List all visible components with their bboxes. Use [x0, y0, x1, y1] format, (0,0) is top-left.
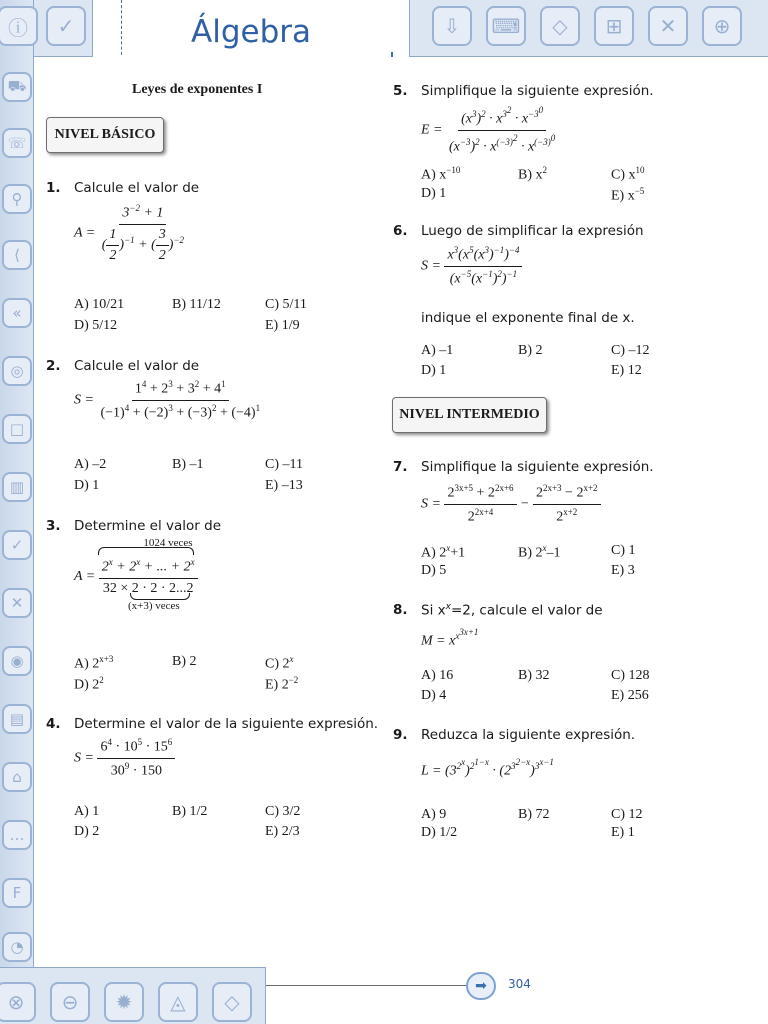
option-c: C) 128: [611, 668, 650, 683]
question-text: Simplifique la siguiente expresión.: [421, 83, 654, 99]
content-area: [34, 57, 768, 967]
level-basic-badge: NIVEL BÁSICO: [46, 117, 164, 153]
option-c: C) 2$^x$: [265, 654, 294, 672]
option-b: B) 32: [518, 668, 550, 683]
square-icon: □: [2, 414, 32, 444]
question-expression: S = $\frac{1^4 + 2^3 + 3^2 + 4^1}{(-1)^4 + (-2)^3 + (-3)^2 + (-4)^1}$: [74, 379, 261, 421]
option-b: B) 2$^x$–1: [518, 543, 561, 561]
check-icon-side: ✓: [2, 530, 32, 560]
option-e: E) –13: [265, 478, 303, 493]
question-number: 9.: [393, 727, 408, 743]
option-b: B) 72: [518, 807, 550, 822]
page-number: 304: [508, 977, 531, 991]
question-number: 7.: [393, 459, 408, 475]
option-e: E) 1: [611, 825, 635, 840]
question-followup-text: indique el exponente final de x.: [421, 310, 635, 326]
option-c: C) 12: [611, 807, 643, 822]
chart-icon: ▥: [2, 472, 32, 502]
question-number: 8.: [393, 602, 408, 618]
option-e: E) 1/9: [265, 318, 300, 333]
question-text: Simplifique la siguiente expresión.: [421, 459, 654, 475]
question-expression: E = $\frac{(x^3)^2 \cdot x^{3^2} \cdot x^{-3^0}}{(x^{-3})^2 \cdot x^{(-3)^2} \cdot x^{(-3)^0}}$: [421, 105, 556, 155]
option-c: C) $x^{10}$: [611, 165, 645, 183]
rewind-icon: «: [2, 298, 32, 328]
overbrace: [98, 547, 194, 555]
option-d: D) 1: [421, 186, 447, 201]
title-tab: [92, 0, 410, 62]
option-a: A) –1: [421, 343, 454, 358]
minus-icon: ⊖: [50, 982, 90, 1022]
option-a: A) –2: [74, 457, 107, 472]
option-e: E) 256: [611, 688, 649, 703]
windows-icon: ⊞: [594, 6, 634, 46]
option-e: E) 12: [611, 363, 642, 378]
option-e: E) 2/3: [265, 824, 300, 839]
disc-icon: ◉: [2, 646, 32, 676]
option-d: D) 1: [74, 478, 100, 493]
option-b: B) –1: [172, 457, 204, 472]
footer-line: [266, 985, 466, 986]
next-page-arrow-icon[interactable]: ➡: [466, 972, 496, 1000]
question-number: 1.: [46, 180, 61, 196]
option-d: D) 5: [421, 563, 447, 578]
mute-icon-top: ✕: [648, 6, 688, 46]
option-d: D) 4: [421, 688, 447, 703]
question-expression: A = $\frac{2^x + 2^x + ... + 2^x}{32 \times 2 \cdot 2 \cdot 2...2}$: [74, 557, 198, 597]
option-e: E) $x^{-5}$: [611, 186, 645, 204]
section-subtitle: Leyes de exponentes I: [132, 82, 263, 97]
question-number: 5.: [393, 83, 408, 99]
question-number: 2.: [46, 358, 61, 374]
question-number: 6.: [393, 223, 408, 239]
option-b: B) $x^2$: [518, 165, 547, 183]
option-a: A) $x^{-10}$: [421, 165, 461, 183]
level-intermediate-badge: NIVEL INTERMEDIO: [392, 397, 547, 433]
font-icon: F: [2, 878, 32, 908]
download-icon: ⇩: [432, 6, 472, 46]
option-c: C) 3/2: [265, 804, 301, 819]
option-a: A) 16: [421, 668, 454, 683]
underbrace: [130, 593, 190, 600]
question-text: Determine el valor de la siguiente expresión.: [74, 716, 379, 732]
question-text: Reduzca la siguiente expresión.: [421, 727, 636, 743]
close-icon: ⊗: [0, 982, 36, 1022]
option-c: C) –11: [265, 457, 303, 472]
option-e: E) 3: [611, 563, 635, 578]
question-expression: $M = x^{x^{3x+1}}$: [421, 627, 479, 649]
option-a: A) 1: [74, 804, 100, 819]
question-number: 4.: [46, 716, 61, 732]
option-a: A) 9: [421, 807, 447, 822]
home-icon: ⌂: [2, 762, 32, 792]
broadcast-icon: ◬: [158, 982, 198, 1022]
option-b: B) 11/12: [172, 297, 221, 312]
brace-bottom-label: (x+3) veces: [128, 600, 180, 612]
question-text: Si $x^x=2$, calcule el valor de: [421, 602, 603, 619]
rss-icon: ◔: [2, 932, 32, 962]
usb-icon-top: ⌨: [486, 6, 526, 46]
brace-top-label: 1024 veces: [143, 537, 193, 549]
check-icon: ✓: [46, 6, 86, 46]
card-icon: ▤: [2, 704, 32, 734]
chat-icon: …: [2, 820, 32, 850]
usb-icon: ⚲: [2, 184, 32, 214]
info-icon: ⓘ: [0, 6, 38, 46]
option-c: C) –12: [611, 343, 650, 358]
option-a: A) $2^{x+3}$: [74, 654, 114, 672]
option-a: A) $2^x+1$: [421, 543, 466, 561]
cart-icon: ⛟: [2, 72, 32, 102]
mute-icon: ✕: [2, 588, 32, 618]
search-icon: ⊕: [702, 6, 742, 46]
question-text: Determine el valor de: [74, 518, 222, 534]
question-text: Calcule el valor de: [74, 180, 200, 196]
question-expression: S = $\frac{x^3(x^5(x^3)^{-1})^{-4}}{(x^{-5}(x^{-1})^2)^{-1}}$: [421, 245, 522, 287]
page-title: Álgebra: [191, 14, 311, 50]
option-d: D) 1/2: [421, 825, 458, 840]
target-icon: ◎: [2, 356, 32, 386]
option-b: B) 1/2: [172, 804, 208, 819]
sun-icon: ✹: [104, 982, 144, 1022]
question-text: Calcule el valor de: [74, 358, 200, 374]
option-b: B) 2: [172, 654, 197, 669]
option-d: D) 5/12: [74, 318, 118, 333]
question-expression: A = $3^{-2} + 1$ ( $\frac{1}{2}$ )$^{-1}$ + ( $\frac{3}{2}$ )$^{-2}$: [74, 203, 185, 263]
option-e: E) $2^{-2}$: [265, 675, 299, 693]
option-b: B) 2: [518, 343, 543, 358]
option-a: A) 10/21: [74, 297, 125, 312]
question-expression: S = $\frac{6^4 \cdot 10^5 \cdot 15^6}{30^9 \cdot 150}$: [74, 737, 175, 779]
question-number: 3.: [46, 518, 61, 534]
option-d: D) 2: [74, 824, 100, 839]
question-expression: S = $\frac{2^{3x+5} + 2^{2x+6}}{2^{2x+4}}$ − $\frac{2^{2x+3} - 2^{x+2}}{2^{x+2}}$: [421, 483, 601, 525]
phone-icon: ☏: [2, 128, 32, 158]
option-c: C) 5/11: [265, 297, 307, 312]
question-text: Luego de simplificar la expresión: [421, 223, 644, 239]
code-icon: ◇: [540, 6, 580, 46]
share-icon: ⟨: [2, 240, 32, 270]
question-expression: $L = (3^{2^x})^{2^{1-x}} \cdot (2^{3^{2-x}})^{3^{x-1}}$: [421, 757, 554, 779]
option-d: D) 1: [421, 363, 447, 378]
option-d: D) $2^2$: [74, 675, 104, 693]
option-c: C) 1: [611, 543, 636, 558]
code-icon-bottom: ◇: [212, 982, 252, 1022]
